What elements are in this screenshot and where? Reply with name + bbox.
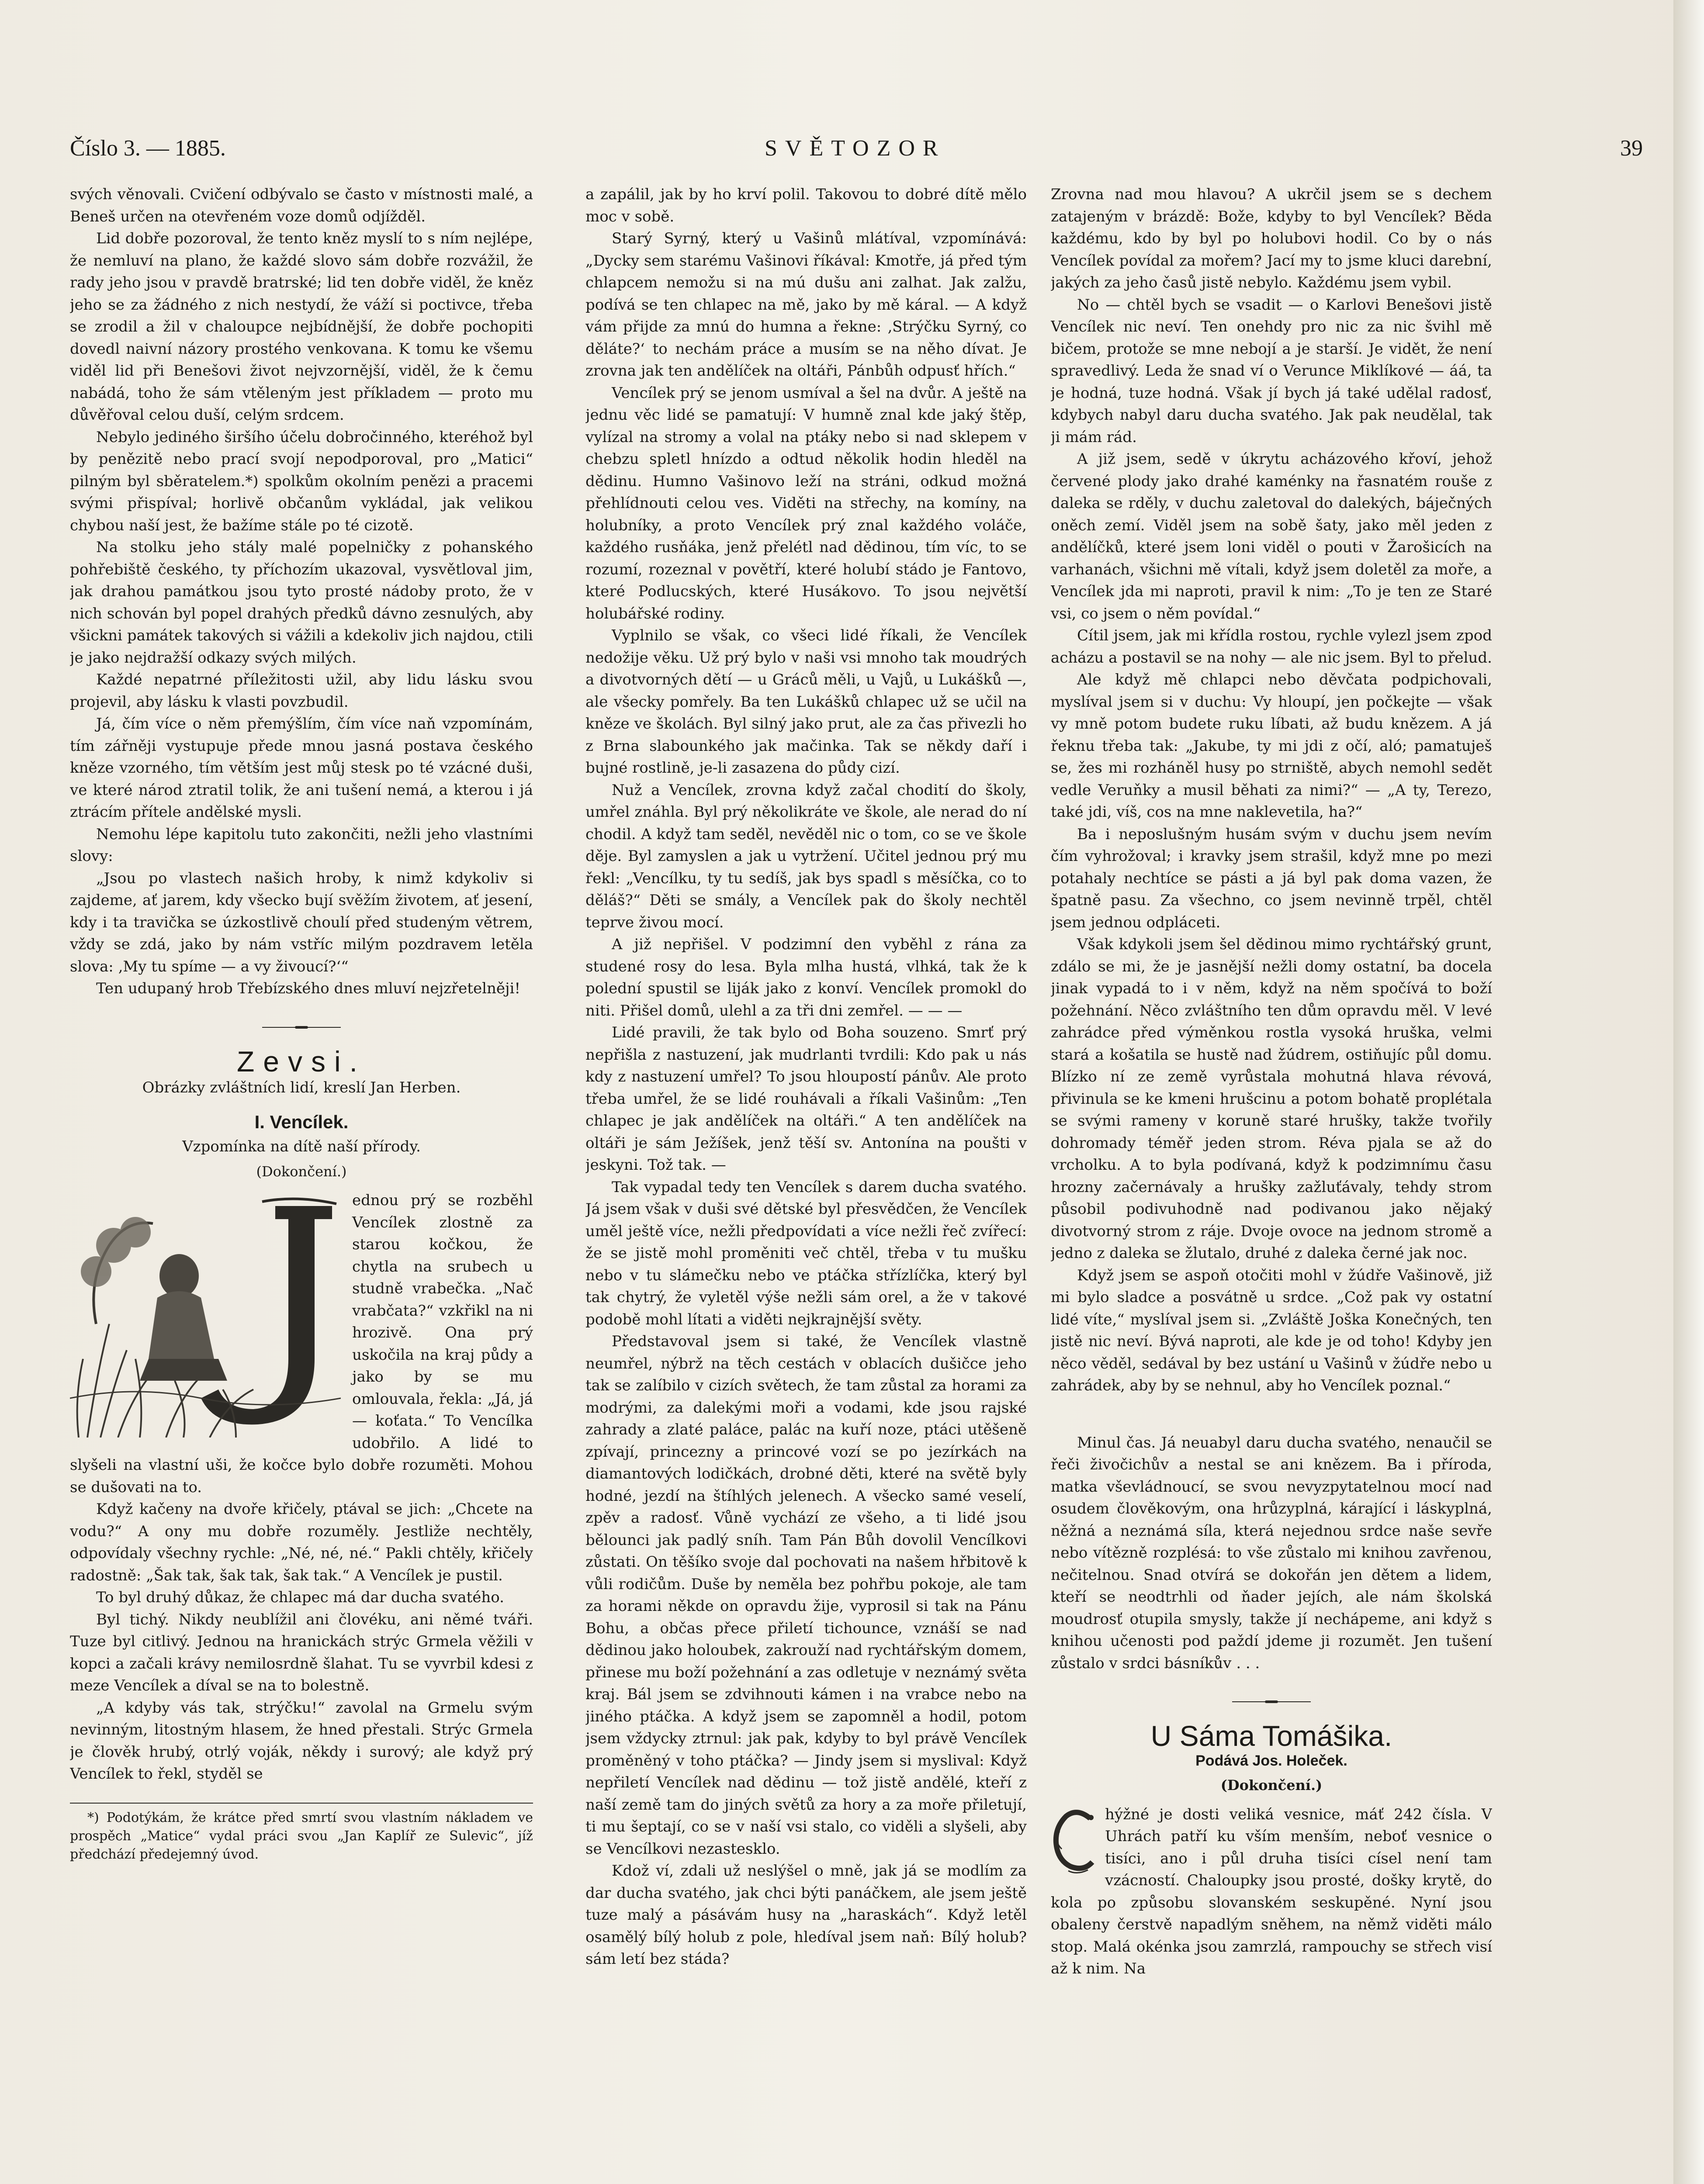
paragraph: Nuž a Vencílek, zrovna když začal chodití do školy, umřel znáhla. Byl prý několikráte ve škole, ale nerad do ní chodil. A když tam seděl, nevěděl nic o tom, co se ve škole děje. Byl zamyslen a jak u vytržení. Učitel jednou prý mu řekl: „Vencílku, ty tu sedíš, jak bys spadl s měsíčka, co to děláš?“ Děti se smály, a Vencílek pak do školy nechtěl teprve živou mocí. [585, 781, 1027, 931]
paragraph: Byl tichý. Nikdy neublížil ani človéku, ani němé tváři. Tuze byl citlivý. Jednou na hranickách strýc Grmela věžili v kopci a začali krávy nemilosrdně šlahat. Tu se vyvrbil kdesi z meze Vencílek a díval se na to bolestně. [70, 1610, 533, 1694]
paragraph: Nemohu lépe kapitolu tuto zakončiti, nežli jeho vlastními slovy: [70, 825, 533, 865]
paragraph: Však kdykoli jsem šel dědinou mimo rychtářský grunt, zdálo se mi, že je jasnější nežli domy ostatní, ba docela jinak vypadá to i v něm, když na něm spočívá to boží požehnání. Něco zvláštního ten dům opravdu měl. V levé zahrádce před výměnkou rostla vysoká hruška, velmi stará a košatila se hustě nad žúdrem, ostiňujíc půl domu. Blízko ní ze země vyrůstala mohutná hlava révová, přivinula se ke kmeni hrušcinu a potom bohatě proplétala se svými rameny v koruně staré hrušky, takže tvořily dohromady téměř jeden strom. Réva pjala se až do vrcholku. A to byla podívaná, když k podzimnímu času hrozny začernávaly a hrušky zažluťávaly, tehdy strom působil podivuhodně nad podivanou jako nějaký divotvorný strom z ráje. Dvoje ovoce na jednom stromě a jedno z daleka se žlutalo, druhé z daleka černé jak noc. [1051, 936, 1492, 1262]
page-header [70, 131, 1643, 170]
paragraph: Minul čas. Já neuabyl daru ducha svatého, nenaučil se řeči živočichův a nestal se ani knězem. Ba i příroda, matka vševládnoucí, se svou nevyzpytatelnou mocí nad osudem člověkovým, ona hrůzyplná, kárající i láskyplná, něžná a neznámá síla, která nejednou srdce naše sevře nebo vítězně rozplésá: to vše zůstalo mi knihou zavřenou, nečitelnou. Snad otvírá se dokořán jen dětem a lidem, kteří se neodtrhli od ňader jejích, ale nám školská moudrosť otupila smysly, takže jí nechápeme, ani když s knihou učenosti pod paždí jdeme ji rozumět. Jen tušení zůstalo v srdci básníkův . . . [1051, 1434, 1492, 1672]
issue-number: Číslo 3. — 1885. [70, 136, 226, 161]
article-title: Zevsi. [236, 1045, 367, 1078]
ornamental-divider [1232, 1700, 1311, 1703]
paragraph: A již nepřišel. V podzimní den vyběhl z rána za studené rosy do lesa. Byla mlha hustá, vlhká, tak že k polední spustil se liják jako z konví. Vencílek promokl do niti. Přišel domů, ulehl a za tři dni zemřel. — — — [585, 936, 1027, 1019]
paragraph: No — chtěl bych se vsadit — o Karlovi Benešovi jistě Vencílek nic neví. Ten onehdy pro nic za nic švihl mě bičem, protože se mne nebojí a je starší. Je vidět, že není spravedlivý. Leda že snad ví o Verunce Miklíkové — áá, ta je hodná, tuze hodná. Však jí bych já také udělal radosť, kdybych nabyl daru ducha svatého. Jak pak neudělal, tak ji mám rád. [1051, 296, 1492, 446]
column-right [1051, 183, 1492, 2184]
paragraph: ednou prý se rozběhl Vencílek zlostně za starou kočkou, že chytla na srubech u studně vrabečka. „Nač vrabčata?“ vzkřikl na ni hrozivě. Ona prý uskočila na kraj půdy a jako by se mu omlouvala, řekla: „Já, já — koťata.“ To Vencílka udobřilo. A lidé to slyšeli na vlastní uši, že kočce bylo dobře rozuměti. Mohou se dušovati na to. [70, 1192, 533, 1496]
engraving-illustration-icon [70, 1193, 341, 1438]
paragraph: Kdož ví, zdali už neslýšel o mně, jak já se modlím za dar ducha svatého, jak chci býti panáčkem, ale jsem ještě tuze malý a pásávám husy na „haraskách“. Když letěl osamělý bílý holub z pole, hledíval jsem naň: Bílý holub? sám letí bez stáda? [585, 1862, 1027, 1968]
ornamental-divider [262, 1026, 341, 1029]
article-subtitle: Obrázky zvláštních lidí, kreslí Jan Herben. [142, 1079, 461, 1096]
paragraph: Když kačeny na dvoře křičely, ptával se jich: „Chcete na vodu?“ A ony mu dobře rozuměly. Jestliže nechtěly, odpovídaly všechny rychle: „Né, né, né.“ Pakli chtěly, křičely radostně: „Šak tak, šak tak, šak tak.“ A Vencílek je pustil. [70, 1500, 533, 1584]
continued-note: (Dokončení.) [256, 1163, 347, 1180]
illustrated-paragraph [1051, 1804, 1492, 1980]
paragraph: Když jsem se aspoň otočiti mohl v žúdře Vašinově, již mi bylo sladce a posvátně u srdce. „Což pak vy ostatní lidé víte,“ myslíval jsem si. „Zvláště Joška Konečných, ten jistě nic neví. Bývá naproti, ale kde je od toho! Kdyby jen něco věděl, sedával by bez ustání u Vašinů v žúdře nebo u zahrádek, aby by se nehnul, aby ho Vencílek poznal.“ [1051, 1266, 1492, 1394]
paragraph: Já, čím více o něm přemýšlím, čím více naň vzpomínám, tím zářněji vystupuje přede mnou jasná postava českého kněze vzorného, tím větším jest můj stesk po té vzácné duši, ve které národ ztratil tolik, že ani tušení nemá, a kterou i já ztrácím přítele andělské mysli. [70, 715, 533, 821]
paragraph: Každé nepatrné příležitosti užil, aby lidu lásku svou projevil, aby lásku k vlasti povzbudil. [70, 671, 533, 711]
paragraph: Starý Syrný, který u Vašinů mlátíval, vzpomínává: „Dycky sem starému Vašinovi říkával: Kmotře, já před tým chlapcem nemožu si na mú dušu ani zalhat. Jak zalžu, podívá se ten chlapec na mě, jako by mě káral. — A když vám přijde za mnú do humna a řekne: ‚Strýčku Syrný, co děláte?‘ to nechám práce a musím se na něho dívat. Je zrovna jak ten andělíček na oltáři, Pánbůh odpusť hřích.“ [585, 230, 1027, 380]
paragraph: Představoval jsem si také, že Vencílek vlastně neumřel, nýbrž na těch cestách v oblacích dušičce jeho tak se zalíbilo v cizích světech, že tam zůstal za horami za modrými, za dalekými moři a vodami, kde jsou rajské zahrady a zlaté paláce, palác na kuří noze, ptáci utěšeně zpívají, princezny a princové vozí se po jezírkách na diamantových lodičkách, drobné děti, které na světě byly hodné, jezdí na štíhlých jelenech. A všecko samé veselí, zpěv a radosť. Vůně vychází ze všeho, a ti lidé jsou bělounci jak padlý sníh. Tam Pán Bůh dovolil Vencílkovi zůstati. On těšíko svoje dal pochovati na našem hřbitově k vůli rodičům. Duše by neměla bez pohřbu pokoje, ale tam za horami někde on opravdu žije, vyprosil si tak na Pánu Bohu, a občas přece přiletí tichounce, vznáší se nad dědinou jako holoubek, zakrouží nad rychtářským domem, přinese mu boží požehnání a zas odletuje v neznámý světa kraj. Bál jsem se zdvihnouti kámen i na vrabce nebo na jiného ptáčka. A když jsem se zapomněl a hodil, potom jsem vždycky ztrnul: jak pak, kdyby to byl právě Vencílek proměněný v toho ptáčka? — Jindy jsem si myslival: Když nepřiletí Vencílek nad dědinu — tož jistě andělé, kteří z naší země tam do jiných světů za hory a za moře přiletují, ti mu šeptají, co se v naší vsi stalo, co viděli a slyšeli, aby se Vencílkovi nezastesklo. [585, 1333, 1027, 1858]
paragraph: Zrovna nad mou hlavou? A ukrčil jsem se s dechem zatajeným v brázdě: Bože, kdyby to byl Vencílek? Běda každému, kdo by byl po holubovi hodil. Co by o nás Vencílek povídal za mořem? Jací my to jsme kluci darební, jakých za jeho časů jistě nebylo. Každému jsem vybil. [1051, 186, 1492, 291]
page-number: 39 [1620, 136, 1643, 161]
paragraph: Vencílek prý se jenom usmíval a šel na dvůr. A ještě na jednu věc lidé se pamatují: V humně znal kde jaký štěp, vylízal na stromy a volal na ptáky nebo si nad sklepem v chebzu spletl hnízdo a odtud několik hodin hleděl na dědinu. Humno Vašinovo leží na stráni, odkud možná přehlídnouti celou ves. Viděti na střechy, na komíny, na holubníky, a proto Vencílek prý znal každého voláče, každého rusňáka, jenž přelétl nad dědinou, tím víc, to se rozumí, rozeznal v povětří, které holubí stádo je Fantovo, které Podlucských, které Husákovo. To jsou největší holubářské rodiny. [585, 384, 1027, 622]
paragraph: svých věnovali. Cvičení odbývalo se často v místnosti malé, a Beneš určen na otevřeném voze domů odjížděl. [70, 186, 533, 225]
paragraph: Cítil jsem, jak mi křídla rostou, rychle vylezl jsem zpod acházu a postavil se na nohy — ale nic jsem. Byl to přelud. [1051, 627, 1492, 667]
paragraph: Vyplnilo se však, co všeci lidé říkali, že Vencílek nedožije věku. Už prý bylo v naši vsi mnoho tak moudrých a divotvorných dětí — u Gráců měli, u Vajů, u Lukášků —, ale všecky pomřely. Ba ten Lukášků chlapec už se učil na kněze ve školách. Byl silný jako prut, ale za čas přivezli ho z Brna slabounkého jak mačinka. Tak se někdy daří i bujné rostlině, je-li zasazena do půdy cizí. [585, 627, 1027, 777]
paragraph: Ale když mě chlapci nebo děvčata podpichovali, myslíval jsem si v duchu: Vy hloupí, jen počkejte — však vy mně potom budete ruku líbati, až budu knězem. A já řeknu třeba tak: „Jakube, ty mi jdi z očí, aló; pamatuješ se, žes mi rozháněl husy po strniště, abych nemohl sedět vedle Veruňky a musil běhati za nimi?“ — „A ty, Terezo, také jdi, víš, cos na mne naklevetila, ha?“ [1051, 671, 1492, 821]
paragraph: „Jsou po vlastech našich hroby, k nimž kdykoliv si zajdeme, ať jarem, kdy všecko bují svěžím životem, ať jesení, kdy i ta travička se úzkostlivě choulí před studeným větrem, vždy se zdá, jako by nám vstříc milým pozdravem letěla slova: ‚My tu spíme — a vy živoucí?‘“ [70, 869, 533, 975]
paragraph: Lidé pravili, že tak bylo od Boha souzeno. Smrť prý nepřišla z nastuzení, jak mudrlanti tvrdili: Kdo pak u nás kdy z nastuzení umřel? To jsou hloupostí pánův. Ale proto třeba umřel, že se lidé rouhávali a říkali Vašinům: „Ten chlapec je jak andělíček na oltáři.“ A ten andělíček na oltáři je sám Ježíšek, jenž těší sv. Antonína na poušti v jeskyni. Tož tak. — [585, 1024, 1027, 1174]
column-middle [585, 183, 1027, 2184]
paragraph: Ten udupaný hrob Třebízského dnes mluví nejzřetelněji! [96, 980, 521, 997]
ornamental-initial-c-icon [1051, 1805, 1099, 1875]
paragraph: hýžné je dosti veliká vesnice, máť 242 čísla. V Uhrách patří ku vším menším, neboť vesnice o tisíci, ano i půl druha tisíci císel není tam vzácností. Chaloupky jsou prosté, došky krytě, do kola po způsobu slovanském seskupěné. Nyní jsou obaleny čerstvě napadlým sněhem, na němž viděti málo stop. Malá okénka jsou zamrzlá, rampouchy se střech visí až k nim. Na [1051, 1805, 1492, 1977]
article-byline: Podává Jos. Holeček. [1195, 1752, 1347, 1769]
paragraph: To byl druhý důkaz, že chlapec má dar ducha svatého. [96, 1589, 504, 1606]
paragraph: Tak vypadal tedy ten Vencílek s darem ducha svatého. Já jsem však v duši své dětské byl přesvědčen, že Vencílek uměl ještě více, nežli předpovídati a více nežli řeč zvířecí: že se jistě mohl proměniti več chtěl, třeba v tu mušku nebo v tu slámečku nebo ve ptáčka střízlíčka, který byl tak chytrý, že vyletěl výše nežli sám orel, a že v takové podobě mohl lítati a viděti nejkrajnější světy. [585, 1178, 1027, 1328]
article-title: U Sáma Tomášika. [1150, 1720, 1392, 1752]
page-edge-shadow [1673, 0, 1704, 2184]
paragraph: Ba i neposlušným husám svým v duchu jsem nevím čím vyhrožoval; i kravky jsem strašil, když mne po mezi potahaly nechtíce se pásti a já byl pak doma vazen, že špatně pasu. Za všechno, co jsem nevinně trpěl, chtěl jsem jednou odpláceti. [1051, 825, 1492, 931]
paragraph: Na stolku jeho stály malé popelničky z pohanského pohřebiště českého, ty příchozím ukazoval, vysvětloval jim, jak drahou památkou jsou tyto prosté nádoby proto, že v nich schován byl popel drahých předků dávno zesnulých, aby všickni památek takových si vážili a kdekoliv jich najdou, ctili je jako nejdražší odkazy svých milých. [70, 539, 533, 667]
illustrated-paragraph [70, 1189, 533, 1498]
section-subheading: Vzpomínka na dítě naší přírody. [182, 1138, 421, 1155]
paragraph: A již jsem, sedě v úkrytu acházového křoví, jehož červené plody jako drahé kaménky na řasnatém rouše z daleka se rděly, v duchu zaletoval do dalekých, báječných oněch zemí. Viděl jsem na sobě šaty, jako měl jeden z andělíčků, které jsem loni viděl o pouti v Žarošicích na varhanách, všichni mě vítali, když jsem doletěl za moře, a Vencílek jda mi naproti, pravil k nim: „To je ten ze Staré vsi, co jsem o něm povídal.“ [1051, 450, 1492, 622]
paragraph: Lid dobře pozoroval, že tento kněz myslí to s ním nejlépe, že nemluví na plano, že každé slovo sám dobře rozvážil, že rady jeho jsou v pravdě bratrské; lid ten dobře viděl, že kněz jeho se za žádného z nich nestydí, že váží si poctivce, třeba se zrodil a žil v chaloupce nejbídnější, že dobře pochopiti dovedl naivní názory prostého venkovana. K tomu ke všemu viděl lid při Benešovi život nejvzornější, viděl, že k čemu nabádá, toho že sám vtěleným jest příkladem — proto mu důvěřoval celou duší, celým srdcem. [70, 230, 533, 424]
paragraph: „A kdyby vás tak, strýčku!“ zavolal na Grmelu svým nevinným, litostným hlasem, že hned přestali. Strýc Grmela je člověk hrubý, otrlý voják, někdy i surový; ale když prý Vencílek to řekl, styděl se [70, 1699, 533, 1783]
paragraph: Nebylo jediného širšího účelu dobročinného, kteréhož byl by penězitě nebo prací svojí nepodporoval, pro „Matici“ pilným byl sběratelem.*) spolkům okolním penězi a pracemi svými přispíval; horlivě občanům vykládal, jak velikou chybou naší jest, že bažíme stále po té cizotě. [70, 428, 533, 534]
magazine-title: SVĚTOZOR [765, 136, 946, 161]
footnote [70, 1803, 533, 1864]
section-heading: I. Vencílek. [254, 1111, 349, 1132]
footnote-text: *) Podotýkám, že krátce před smrtí svou vlastním nákladem ve prospěch „Matice“ vydal práci svou „Jan Kaplíř ze Sulevic“, jíž předchází předejemný úvod. [70, 1810, 533, 1862]
paragraph: a zapálil, jak by ho krví polil. Takovou to dobré dítě mělo moc v sobě. [585, 186, 1027, 225]
column-left [70, 183, 533, 2184]
continued-note: (Dokončení.) [1220, 1777, 1323, 1794]
spacer [1051, 1397, 1492, 1432]
